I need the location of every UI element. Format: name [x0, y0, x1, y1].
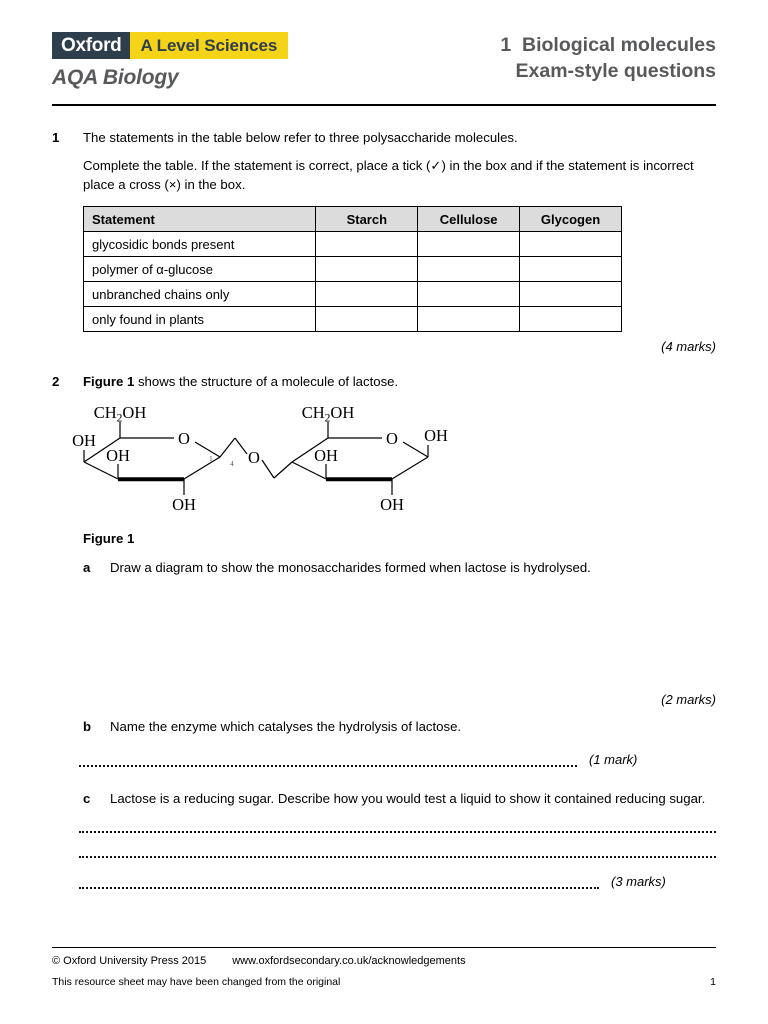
- answer-line[interactable]: [79, 880, 599, 889]
- footer-divider: [52, 947, 716, 948]
- label-oh-right-bottom: OH: [380, 494, 404, 514]
- question-2-stem-text: shows the structure of a molecule of lactose.: [134, 374, 399, 390]
- footer-copyright: © Oxford University Press 2015: [52, 955, 207, 967]
- table-cell-glycogen[interactable]: [520, 307, 622, 332]
- polysaccharide-table-wrapper: [83, 206, 716, 332]
- table-cell-cellulose[interactable]: [418, 282, 520, 307]
- label-ch2oh-left: $CH_2OH$: [93, 402, 147, 425]
- page-header: [52, 0, 716, 90]
- question-2a-marks: (2 marks): [661, 691, 716, 707]
- question-2a-text: Draw a diagram to show the monosaccharides formed when lactose is hydrolysed.: [110, 559, 591, 575]
- table-cell-starch[interactable]: [316, 282, 418, 307]
- logo-oxford-text: Oxford: [52, 32, 130, 59]
- label-oh-left-upper: OH: [72, 430, 96, 450]
- table-cell-starch[interactable]: [316, 232, 418, 257]
- question-2c-answer-row-3: [79, 874, 716, 889]
- table-row: [84, 307, 622, 332]
- question-2b-letter: b: [83, 718, 92, 734]
- footer-line-2: [52, 976, 716, 988]
- footer-page-number: 1: [710, 976, 716, 988]
- question-2c-answer-row-1: [79, 824, 716, 833]
- question-1: [52, 128, 716, 194]
- lactose-haworth-diagram: [70, 400, 470, 522]
- page-title-line1: 1 Biological molecules: [500, 34, 716, 56]
- table-cell-cellulose[interactable]: [418, 307, 520, 332]
- table-header-glycogen: Glycogen: [520, 207, 622, 232]
- question-2b-text: Name the enzyme which catalyses the hydrolysis of lactose.: [110, 718, 462, 734]
- table-cell-statement: glycosidic bonds present: [84, 232, 316, 257]
- table-header-cellulose: Cellulose: [418, 207, 520, 232]
- table-cell-glycogen[interactable]: [520, 282, 622, 307]
- table-row: [84, 282, 622, 307]
- page-footer: [52, 947, 716, 988]
- label-carbon-position-1: 1: [209, 453, 213, 463]
- subject-title: AQA Biology: [52, 66, 179, 89]
- table-cell-glycogen[interactable]: [520, 257, 622, 282]
- table-cell-statement: only found in plants: [84, 307, 316, 332]
- page-title-line2: Exam-style questions: [515, 60, 716, 83]
- table-cell-statement: polymer of α-glucose: [84, 257, 316, 282]
- table-cell-starch[interactable]: [316, 307, 418, 332]
- table-cell-cellulose[interactable]: [418, 257, 520, 282]
- label-ch2oh-right: $CH_2OH$: [301, 402, 355, 425]
- question-2: [52, 372, 716, 391]
- label-oh-right-inner: OH: [314, 445, 338, 465]
- figure-reference: Figure 1: [83, 374, 135, 390]
- figure-1-caption: Figure 1: [83, 530, 135, 546]
- question-2c-answer-row-2: [79, 849, 716, 858]
- question-2c-letter: c: [83, 790, 91, 806]
- answer-line[interactable]: [79, 758, 577, 767]
- label-carbon-position-4: 4: [230, 458, 234, 468]
- question-1-line2: Complete the table. If the statement is correct, place a tick (✓) in the box and if the statement is incorrect place a cross (×) in the box.: [83, 158, 694, 193]
- question-2a: [83, 558, 716, 577]
- label-oh-right-end: OH: [424, 425, 448, 445]
- question-2c: [83, 789, 716, 808]
- logo-series-text: A Level Sciences: [130, 32, 288, 59]
- question-1-marks: (4 marks): [661, 339, 716, 355]
- table-cell-statement: unbranched chains only: [84, 282, 316, 307]
- label-ring-oxygen-left: O: [178, 428, 190, 448]
- label-oh-left-bottom: OH: [172, 494, 196, 514]
- question-2a-answer-space[interactable]: [52, 577, 716, 685]
- footer-notice: This resource sheet may have been changed from the original: [52, 976, 341, 988]
- table-header-row: [84, 207, 622, 232]
- polysaccharide-table: [83, 206, 622, 332]
- answer-line[interactable]: [79, 849, 716, 858]
- question-2-number: 2: [52, 374, 60, 390]
- question-2b-marks: (1 mark): [589, 751, 638, 767]
- question-2b-answer-row: [79, 752, 716, 767]
- question-2c-marks: (3 marks): [611, 873, 666, 889]
- brand-block: [52, 26, 288, 90]
- table-cell-glycogen[interactable]: [520, 232, 622, 257]
- table-header-statement: Statement: [84, 207, 316, 232]
- answer-line[interactable]: [79, 824, 716, 833]
- page-title: [500, 26, 716, 85]
- label-glycosidic-oxygen: O: [248, 447, 260, 467]
- header-divider: [52, 104, 716, 106]
- table-row: [84, 257, 622, 282]
- question-1-number: 1: [52, 130, 60, 145]
- question-2c-text: Lactose is a reducing sugar. Describe how you would test a liquid to show it contained reducing sugar.: [110, 790, 706, 806]
- label-oh-left-inner: OH: [106, 445, 130, 465]
- question-1-body: [83, 128, 716, 194]
- table-cell-starch[interactable]: [316, 257, 418, 282]
- lactose-structure-figure: [70, 400, 716, 527]
- label-ring-oxygen-right: O: [386, 428, 398, 448]
- table-row: [84, 232, 622, 257]
- table-cell-cellulose[interactable]: [418, 232, 520, 257]
- question-2a-letter: a: [83, 559, 91, 575]
- question-1-line1: The statements in the table below refer to three polysaccharide molecules.: [83, 130, 518, 145]
- question-2b: [83, 717, 716, 736]
- question-2-stem: [83, 372, 716, 391]
- footer-url[interactable]: www.oxfordsecondary.co.uk/acknowledgements: [232, 955, 466, 967]
- table-header-starch: Starch: [316, 207, 418, 232]
- oxford-a-level-sciences-logo: [52, 32, 288, 59]
- footer-line-1: [52, 955, 716, 967]
